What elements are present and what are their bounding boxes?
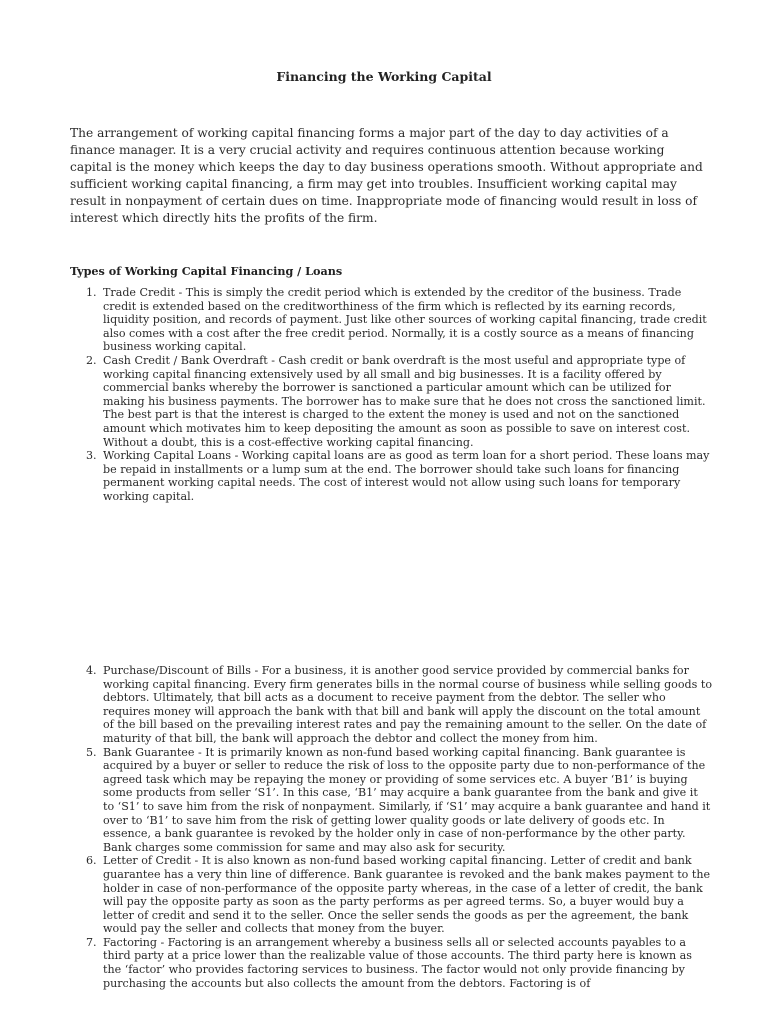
list-item — [70, 664, 712, 746]
list-item — [70, 746, 712, 855]
list-item-number: 4. — [86, 664, 97, 677]
intro-paragraph: The arrangement of working capital financing forms a major part of the day to day activities of a finance manager. It is a very crucial activity and requires continuous attention because working capital is the money which keeps the day to day business operations smooth. Without appropriate and sufficient working capital financing, a firm may get into troubles. Insufficient working capital may result in nonpayment of certain dues on time. Inappropriate mode of financing would result in loss of interest which directly hits the profits of the firm. — [70, 126, 703, 225]
list-item — [70, 854, 712, 936]
list-item — [70, 449, 712, 503]
list-item-number: 6. — [86, 854, 97, 868]
list-item — [70, 286, 712, 354]
list-item-number: 7. — [86, 935, 97, 949]
list-item — [70, 936, 712, 990]
list-item-text: Cash Credit / Bank Overdraft - Cash credit or bank overdraft is the most useful and appropriate type of working capital financing extensively used by all small and big businesses. It is a facility offered by commercial banks whereby the borrower is sanctioned a particular amount which can be utilized for making his business payments. The borrower has to make sure that he does not cross the sanctioned limit. The best part is that the interest is charged to the extent the money is used and not on the sanctioned amount which motivates him to keep depositing the amount as soon as possible to save on interest cost. Without a doubt, this is a cost-effective working capital financing. — [103, 353, 706, 449]
list-item-number: 2. — [86, 353, 97, 367]
list-item-text: Factoring - Factoring is an arrangement whereby a business sells all or selected accounts payables to a third party at a price lower than the realizable value of those accounts. The third party here is known as the ‘factor’ who provides factoring services to business. The factor would not only provide financing by purchasing the accounts but also collects the amount from the debtors. Factoring is of — [103, 935, 692, 990]
section-heading: Types of Working Capital Financing / Loans — [70, 264, 343, 278]
list-item-number: 5. — [86, 745, 97, 759]
financing-types-list — [70, 286, 712, 504]
list-item-text: Letter of Credit - It is also known as non-fund based working capital financing. Letter of credit and bank guarantee has a very thin line of difference. Bank guarantee is revoked and the bank makes payment to the holder in case of non-performance of the opposite party whereas, in the case of a letter of credit, the bank will pay the opposite party as soon as the party performs as per agreed terms. So, a buyer would buy a letter of credit and send it to the seller. Once the seller sends the goods as per the agreement, the bank would pay the seller and collects that money from the buyer. — [103, 854, 711, 936]
list-item-number: 3. — [86, 449, 97, 463]
list-item-number: 1. — [86, 286, 97, 299]
list-item-text: Trade Credit - This is simply the credit period which is extended by the creditor of the business. Trade credit is extended based on the creditworthiness of the firm which is reflected by its earning records, liquidity position, and records of payment. Just like other sources of working capital financing, trade credit also comes with a cost after the free credit period. Normally, it is a costly source as a means of financing business working capital. — [103, 286, 707, 354]
document-title: Financing the Working Capital — [276, 69, 492, 84]
list-item-text: Bank Guarantee - It is primarily known as non-fund based working capital financing. Bank guarantee is acquired by a buyer or seller to reduce the risk of loss to the opposite party due to non-performance of the agreed task which may be repaying the money or providing of some services etc. A buyer ‘B1’ is buying some products from seller ‘S1’. In this case, ‘B1’ may acquire a bank guarantee from the bank and give it to ‘S1’ to save him from the risk of nonpayment. Similarly, if ‘S1’ may acquire a bank guarantee and hand it over to ‘B1’ to save him from the risk of getting lower quality goods or late delivery of goods etc. In essence, a bank guarantee is revoked by the holder only in case of non-performance by the other party. Bank charges some commission for same and may also ask for security. — [103, 745, 711, 854]
list-item — [70, 354, 712, 449]
list-item-text: Working Capital Loans - Working capital loans are as good as term loan for a short period. These loans may be repaid in installments or a lump sum at the end. The borrower should take such loans for financing permanent working capital needs. The cost of interest would not allow using such loans for temporary working capital. — [103, 449, 710, 503]
list-item-text: Purchase/Discount of Bills - For a business, it is another good service provided by commercial banks for working capital financing. Every firm generates bills in the normal course of business while selling goods to debtors. Ultimately, that bill acts as a document to receive payment from the debtor. The seller who requires money will approach the bank with that bill and bank will apply the discount on the total amount of the bill based on the prevailing interest rates and pay the remaining amount to the seller. On the date of maturity of that bill, the bank will approach the debtor and collect the money from him. — [103, 664, 713, 745]
financing-types-list-continued — [70, 664, 712, 990]
